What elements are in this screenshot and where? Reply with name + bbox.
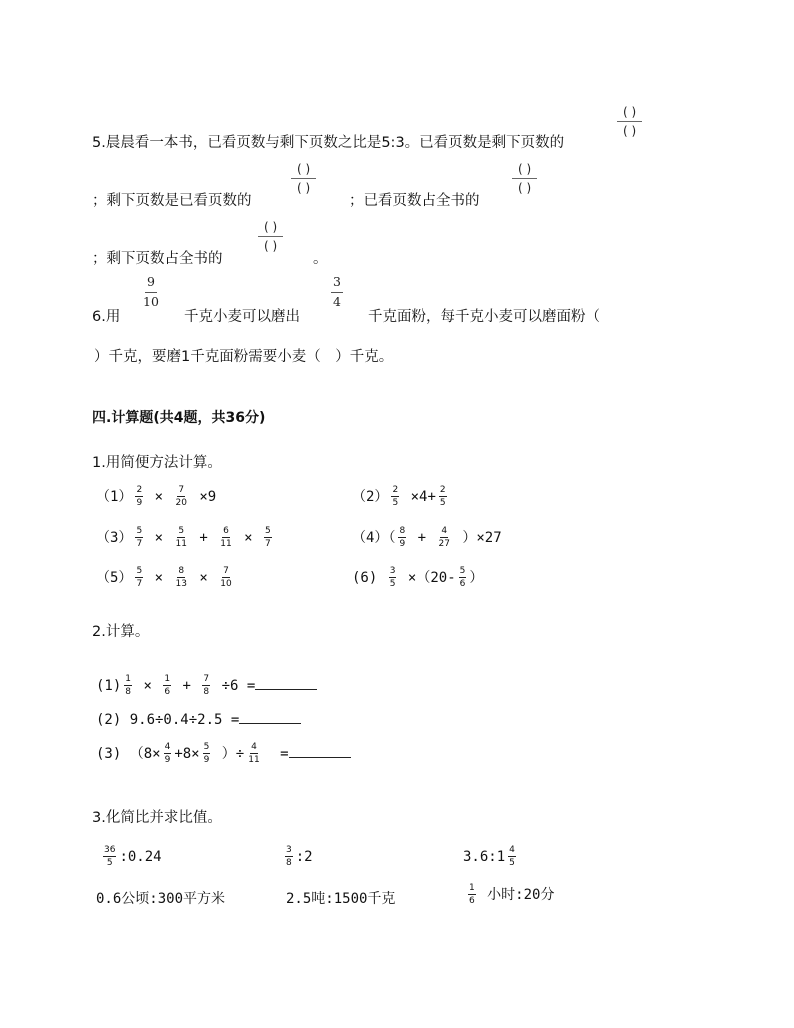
- fraction-numerator: 1: [469, 883, 475, 893]
- calc1-problem-4: [352, 527, 502, 549]
- open-paren: （: [388, 530, 396, 546]
- fraction-numerator: 4: [441, 526, 448, 536]
- fraction-denominator: 11: [248, 755, 260, 765]
- fraction-numerator: 8: [399, 526, 406, 536]
- calc2-title: 2.计算。: [92, 624, 150, 640]
- operator: ×: [154, 570, 164, 586]
- fraction-denominator: 8: [286, 858, 292, 868]
- fraction-denominator: 20: [175, 498, 187, 508]
- section-4-heading: 四.计算题(共4题，共36分): [92, 410, 266, 426]
- operator: +: [182, 678, 191, 694]
- fraction-denominator: 8: [203, 687, 210, 697]
- expression-mid: +8×: [174, 746, 200, 762]
- ratio-head: 3.6:1: [463, 849, 506, 865]
- fraction-denominator: 9: [203, 755, 210, 765]
- calc3-item-5: 2.5吨:1500千克: [286, 891, 396, 907]
- expression-mid: ×4+: [410, 489, 436, 505]
- calc3-item-1: [100, 846, 162, 868]
- problem-label: （2）: [352, 489, 389, 505]
- fraction-numerator: 3: [331, 276, 343, 293]
- fraction-numerator: 5: [136, 526, 143, 536]
- blank-numerator: ( ): [291, 163, 316, 179]
- fraction: [389, 567, 397, 589]
- fraction-numerator: 1: [125, 674, 132, 684]
- calc1-problem-2: [352, 486, 450, 508]
- q6-tail: 千克面粉，每千克小麦可以磨面粉（: [368, 309, 600, 325]
- fraction: [264, 527, 272, 549]
- calc3-item-3: [463, 846, 519, 868]
- answer-line[interactable]: [289, 745, 351, 758]
- fraction: [124, 675, 132, 697]
- fraction-numerator: 3: [286, 845, 292, 855]
- calc1-problem-3: [96, 527, 275, 549]
- ratio-tail: :0.24: [119, 849, 162, 865]
- calc1-title: 1.用简便方法计算。: [92, 455, 222, 471]
- q5-line3a: ；剩下页数占全书的: [92, 251, 223, 267]
- calc3-item-6: [465, 884, 554, 906]
- ratio-tail: :2: [295, 849, 313, 865]
- blank-denominator: ( ): [297, 181, 311, 195]
- q6-line2: ）千克，要磨1千克面粉需要小麦（ ）千克。: [94, 349, 394, 365]
- expression-mid: ）÷: [221, 746, 245, 762]
- close-paren: ）: [469, 570, 484, 586]
- expression: (2) 9.6÷0.4÷2.5 =: [96, 712, 240, 728]
- fraction-numerator: 1: [164, 674, 171, 684]
- fraction: [202, 675, 210, 697]
- calc3-title: 3.化简比并求比值。: [92, 810, 222, 826]
- fraction-denominator: 5: [509, 858, 515, 868]
- fraction-numerator: 5: [178, 526, 185, 536]
- fraction-denominator: 5: [389, 579, 396, 589]
- fraction-denominator: 5: [439, 498, 446, 508]
- fraction-numerator: 3: [389, 566, 396, 576]
- expression-mid: ×（20-: [407, 570, 456, 586]
- fraction-numerator: 7: [178, 485, 185, 495]
- fraction: [219, 527, 232, 549]
- fraction-denominator: 10: [220, 579, 232, 589]
- blank-numerator: ( ): [512, 163, 537, 179]
- blank-denominator: ( ): [518, 181, 532, 195]
- problem-label: （3）: [96, 530, 133, 546]
- fraction: [135, 567, 143, 589]
- answer-line[interactable]: [255, 677, 317, 690]
- fraction: [247, 743, 260, 765]
- calc2-problem-1: [96, 675, 317, 697]
- calc2-problem-3: [96, 743, 351, 765]
- q5-line2a: ；剩下页数是已看页数的: [92, 193, 252, 209]
- fraction: [174, 486, 187, 508]
- fraction-numerator: 7: [203, 674, 210, 684]
- operator: +: [199, 530, 208, 546]
- q6-mid: 千克小麦可以磨出: [184, 309, 300, 325]
- calc2-problem-2: [96, 711, 301, 728]
- fraction-numerator: 5: [459, 566, 466, 576]
- fraction-denominator: 11: [220, 539, 232, 549]
- blank-numerator: ( ): [258, 221, 283, 237]
- blank-denominator: ( ): [264, 239, 278, 253]
- fraction-denominator: 10: [143, 293, 159, 309]
- fraction-numerator: 2: [439, 485, 446, 495]
- fraction: [439, 486, 447, 508]
- calc1-problem-5: [96, 567, 236, 589]
- fraction: [468, 884, 476, 906]
- fraction-numerator: 4: [164, 742, 171, 752]
- fraction-numerator: 7: [223, 566, 229, 576]
- problem-label: (6): [352, 570, 378, 586]
- fraction-denominator: 9: [136, 498, 143, 508]
- q5-blank-3: [512, 163, 537, 194]
- fraction-denominator: 7: [136, 539, 143, 549]
- operator: ×: [199, 570, 208, 586]
- problem-label: （5）: [96, 570, 133, 586]
- fraction: [398, 527, 406, 549]
- fraction-denominator: 27: [438, 539, 450, 549]
- fraction: [164, 743, 172, 765]
- expression-tail: =: [280, 746, 289, 762]
- fraction-numerator: 2: [392, 485, 399, 495]
- fraction: [508, 846, 516, 868]
- fraction-denominator: 6: [459, 579, 466, 589]
- fraction: [437, 527, 450, 549]
- q5-line2b: ；已看页数占全书的: [349, 193, 480, 209]
- operator: ×: [154, 530, 164, 546]
- fraction-numerator: 8: [178, 566, 185, 576]
- q6-prefix: 6.用: [92, 309, 121, 325]
- expression-tail: ×9: [199, 489, 217, 505]
- fraction-denominator: 7: [265, 539, 271, 549]
- fraction-numerator: 5: [265, 526, 271, 536]
- operator: +: [417, 530, 427, 546]
- fraction-numerator: 5: [136, 566, 143, 576]
- fraction-numerator: 5: [203, 742, 210, 752]
- fraction-denominator: 8: [125, 687, 132, 697]
- fraction-numerator: 4: [251, 742, 257, 752]
- fraction-denominator: 11: [175, 539, 187, 549]
- fraction: [285, 846, 293, 868]
- fraction-denominator: 9: [399, 539, 406, 549]
- fraction: [174, 527, 187, 549]
- operator: ×: [154, 489, 164, 505]
- q6-fraction-1: [143, 276, 159, 308]
- fraction: [219, 567, 232, 589]
- calc1-problem-6: [352, 567, 483, 589]
- fraction-numerator: 9: [145, 276, 157, 293]
- fraction: [203, 743, 211, 765]
- fraction-numerator: 6: [223, 526, 229, 536]
- operator: ×: [244, 530, 253, 546]
- q5-blank-4: [258, 221, 283, 252]
- problem-label: （4）: [352, 530, 389, 546]
- q6-fraction-2: [331, 276, 343, 308]
- answer-line[interactable]: [239, 711, 301, 724]
- fraction-denominator: 7: [136, 579, 143, 589]
- problem-label: (1): [96, 678, 122, 694]
- fraction-denominator: 4: [333, 293, 341, 309]
- fraction-numerator: 4: [509, 845, 515, 855]
- fraction-denominator: 9: [164, 755, 171, 765]
- fraction-numerator: 36: [104, 845, 116, 855]
- problem-label: （1）: [96, 489, 133, 505]
- fraction: [135, 486, 143, 508]
- fraction: [103, 846, 116, 868]
- fraction: [135, 527, 143, 549]
- blank-numerator: ( ): [617, 106, 642, 122]
- fraction: [174, 567, 187, 589]
- q5-blank-1: [617, 106, 642, 137]
- calc3-item-2: [282, 846, 313, 868]
- ratio-tail: 小时:20分: [487, 887, 555, 903]
- fraction-numerator: 2: [136, 485, 143, 495]
- calc3-item-4: 0.6公顷:300平方米: [96, 891, 226, 907]
- blank-denominator: ( ): [623, 124, 637, 138]
- expression-tail: ）×27: [462, 530, 502, 546]
- q5-blank-2: [291, 163, 316, 194]
- q5-line3b: 。: [313, 251, 328, 267]
- fraction-denominator: 6: [164, 687, 171, 697]
- operator: ×: [143, 678, 152, 694]
- fraction-denominator: 5: [392, 498, 399, 508]
- fraction: [459, 567, 467, 589]
- fraction-denominator: 6: [469, 896, 475, 906]
- calc1-problem-1: [96, 486, 216, 508]
- fraction-denominator: 13: [175, 579, 187, 589]
- fraction: [391, 486, 399, 508]
- q5-line1: 5.晨晨看一本书，已看页数与剩下页数之比是5:3。已看页数是剩下页数的: [92, 135, 565, 151]
- expression-tail: ÷6 =: [221, 678, 256, 694]
- problem-label: (3) （8×: [96, 746, 161, 762]
- fraction: [163, 675, 171, 697]
- fraction-denominator: 5: [106, 858, 113, 868]
